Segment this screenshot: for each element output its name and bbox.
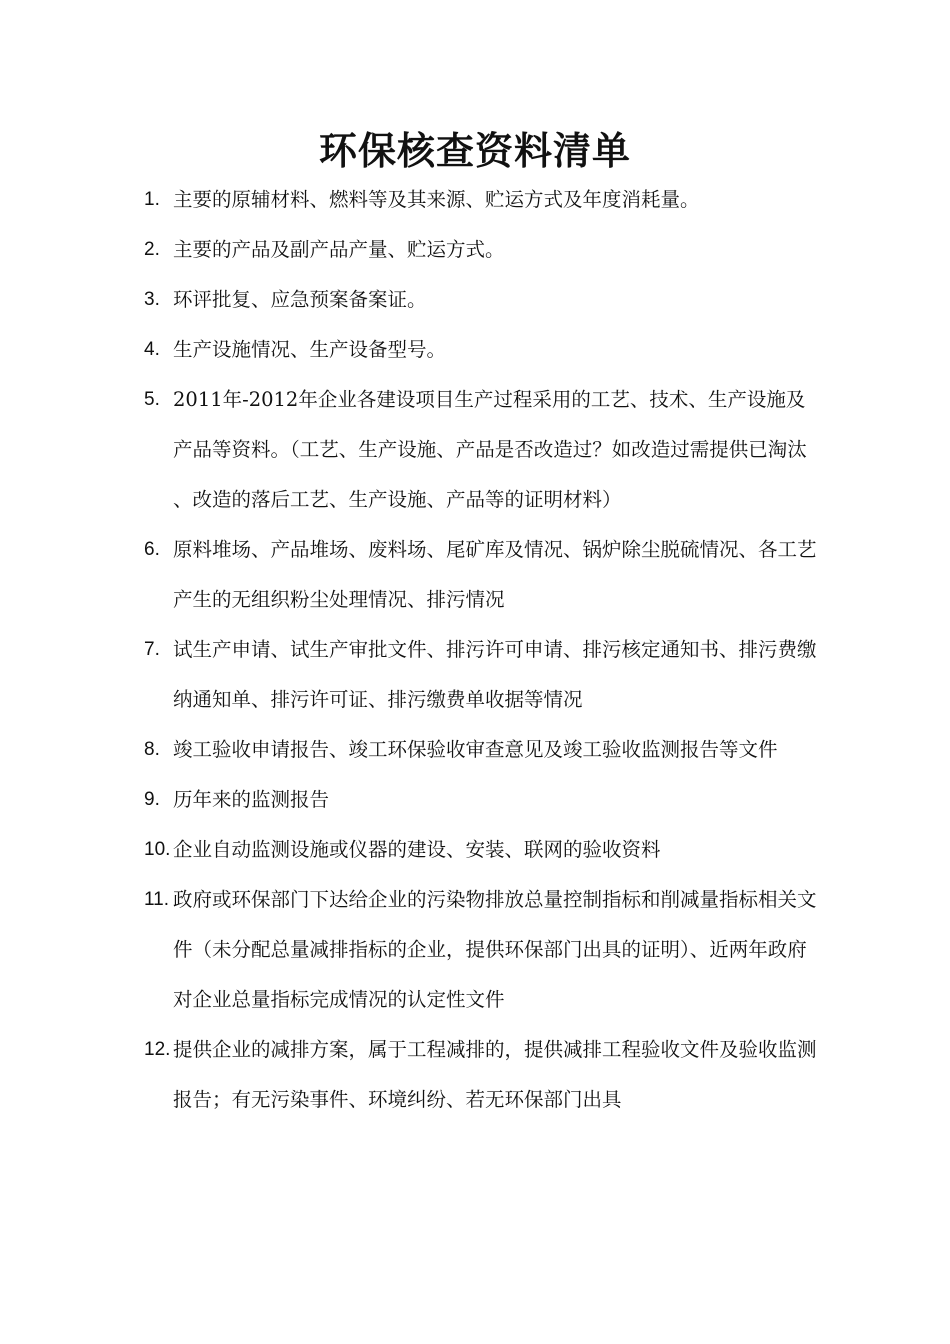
item-number: 4. [144, 339, 160, 360]
item-text: 主要的原辅材料、燃料等及其来源、贮运方式及年度消耗量。 [173, 188, 700, 211]
list-item [144, 225, 824, 275]
list-item [144, 625, 824, 725]
list-item [144, 775, 824, 825]
item-text: 环评批复、应急预案备案证。 [173, 288, 427, 311]
item-number: 11. [144, 889, 170, 910]
item-text: 提供企业的减排方案，属于工程减排的，提供减排工程验收文件及验收监测报告；有无污染事件、环境纠纷、若无环保部门出具 [173, 1038, 817, 1111]
item-text: 生产设施情况、生产设备型号。 [173, 338, 447, 361]
list-item [144, 175, 824, 225]
item-text: 企业自动监测设施或仪器的建设、安装、联网的验收资料 [173, 838, 661, 861]
item-text: 历年来的监测报告 [173, 788, 330, 811]
list-item [144, 725, 824, 775]
item-number: 7. [144, 639, 160, 660]
item-number: 12. [144, 1039, 171, 1060]
item-text: 主要的产品及副产品产量、贮运方式。 [173, 238, 505, 261]
list-item [144, 325, 824, 375]
list-item [144, 375, 824, 525]
item-text: 政府或环保部门下达给企业的污染物排放总量控制指标和削减量指标相关文件（未分配总量减排指标的企业，提供环保部门出具的证明）、近两年政府对企业总量指标完成情况的认定性文件 [173, 888, 817, 1011]
item-text: 试生产申请、试生产审批文件、排污许可申请、排污核定通知书、排污费缴纳通知单、排污许可证、排污缴费单收据等情况 [173, 638, 817, 711]
list-item [144, 875, 824, 1025]
list-item [144, 275, 824, 325]
checklist [144, 175, 824, 1125]
item-text: 竣工验收申请报告、竣工环保验收审查意见及竣工验收监测报告等文件 [173, 738, 778, 761]
item-text: 2011年-2012年企业各建设项目生产过程采用的工艺、技术、生产设施及产品等资料。（工艺、生产设施、产品是否改造过？如改造过需提供已淘汰、改造的落后工艺、生产设施、产品等的证明材料） [173, 388, 807, 511]
item-number: 3. [144, 289, 160, 310]
item-number: 8. [144, 739, 160, 760]
item-text: 原料堆场、产品堆场、废料场、尾矿库及情况、锅炉除尘脱硫情况、各工艺产生的无组织粉尘处理情况、排污情况 [173, 538, 817, 611]
list-item [144, 825, 824, 875]
list-item [144, 525, 824, 625]
item-number: 2. [144, 239, 160, 260]
document-title: 环保核查资料清单 [318, 129, 631, 173]
list-item [144, 1025, 824, 1125]
item-number: 5. [144, 389, 160, 410]
item-number: 9. [144, 789, 160, 810]
item-number: 6. [144, 539, 160, 560]
item-number: 10. [144, 839, 171, 860]
item-number: 1. [144, 189, 160, 210]
